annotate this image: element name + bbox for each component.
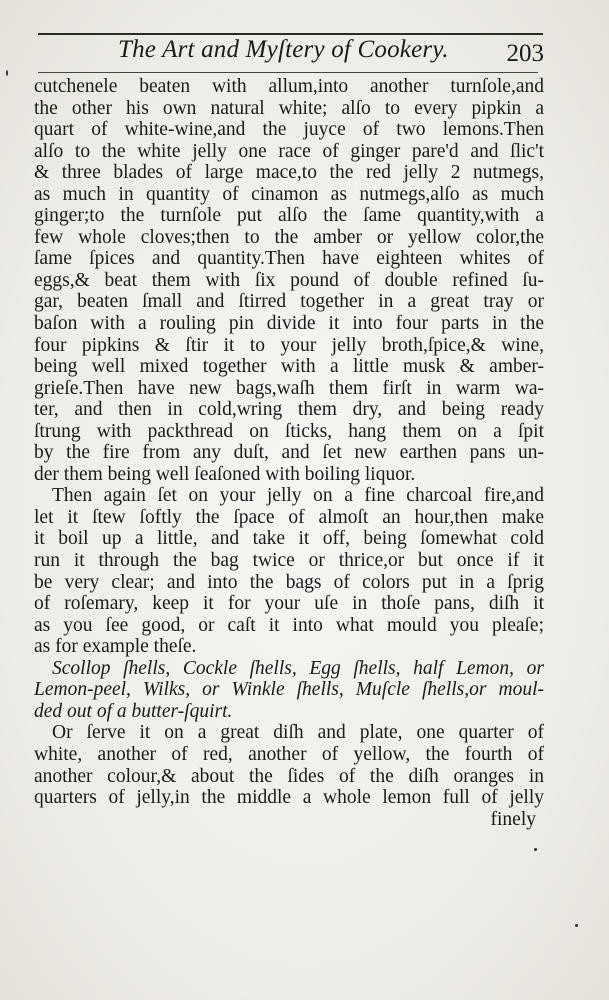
- text-line: four pipkins & ſtir it to your jelly broth,ſpice,& wine,: [34, 334, 544, 356]
- paragraph-start-line: Then again ſet on your jelly on a fine charcoal fire,and: [52, 485, 544, 507]
- text-line: ter, and then in cold,wring them dry, and being ready: [34, 399, 544, 421]
- text-line: few whole cloves;then to the amber or yellow color,the: [34, 226, 544, 248]
- text-line: cutchenele beaten with allum,into another turnſole,and: [34, 76, 544, 97]
- text-line: quarters of jelly,in the middle a whole lemon full of jelly: [34, 787, 544, 809]
- ink-speck: [6, 70, 8, 76]
- text-line: run it through the bag twice or thrice,or but once if it: [34, 550, 544, 572]
- body-text: [34, 76, 544, 830]
- text-line: alſo to the white jelly one race of ginger pare'd and ſlic't: [34, 140, 544, 162]
- text-line: as much in quantity of cinamon as nutmegs,alſo as much: [34, 183, 544, 205]
- text-line: it boil up a little, and take it off, being ſomewhat cold: [34, 528, 544, 550]
- text-line: grieſe.Then have new bags,waſh them firſt in warm wa-: [34, 377, 544, 399]
- ink-speck: [575, 924, 578, 927]
- text-line: another colour,& about the ſides of the diſh oranges in: [34, 765, 544, 787]
- page-number: 203: [506, 40, 544, 67]
- header-rule: [38, 72, 538, 73]
- text-line: ſtrung with packthread on ſticks, hang them on a ſpit: [34, 420, 544, 442]
- catchword: finely: [490, 808, 536, 830]
- ink-speck: [534, 848, 537, 851]
- text-line: eggs,& beat them with ſix pound of double refined ſu-: [34, 269, 544, 291]
- text-line: der them being well ſeaſoned with boiling liquor.: [34, 463, 416, 485]
- italic-list-line: Scollop ſhells, Cockle ſhells, Egg ſhells, half Lemon, or: [52, 657, 544, 679]
- paragraph-start-line: Or ſerve it on a great diſh and plate, one quarter of: [52, 722, 544, 744]
- text-line: of roſemary, keep it for your uſe in thoſe pans, diſh it: [34, 593, 544, 615]
- text-line: be very clear; and into the bags of colors put in a ſprig: [34, 571, 544, 593]
- text-line: gar, beaten ſmall and ſtirred together in a great tray or: [34, 291, 544, 313]
- text-line: white, another of red, another of yellow, the fourth of: [34, 743, 544, 765]
- text-line: quart of white-wine,and the juyce of two lemons.Then: [34, 119, 544, 141]
- text-line: as for example theſe.: [34, 636, 197, 658]
- italic-list-line: Lemon-peel, Wilks, or Winkle ſhells, Muſcle ſhells,or moul-: [34, 679, 544, 701]
- text-line: by the fire from any duſt, and ſet new earthen pans un-: [34, 442, 544, 464]
- top-rule: [38, 33, 543, 35]
- running-title: The Art and Myſtery of Cookery.: [118, 36, 449, 63]
- page-header: [38, 36, 544, 72]
- text-line: baſon with a rouling pin divide it into four parts in the: [34, 313, 544, 335]
- text-line: ginger;to the turnſole put alſo the ſame quantity,with a: [34, 205, 544, 227]
- text-line: & three blades of large mace,to the red jelly 2 nutmegs,: [34, 162, 544, 184]
- text-line: being well mixed together with a little musk & amber-: [34, 356, 544, 378]
- text-line: the other his own natural white; alſo to every pipkin a: [34, 97, 544, 119]
- italic-list-line: ded out of a butter-ſquirt.: [34, 700, 233, 722]
- text-line: ſame ſpices and quantity.Then have eighteen whites of: [34, 248, 544, 270]
- text-line: let it ſtew ſoftly the ſpace of almoſt an hour,then make: [34, 506, 544, 528]
- text-line: as you ſee good, or caſt it into what mould you pleaſe;: [34, 614, 544, 636]
